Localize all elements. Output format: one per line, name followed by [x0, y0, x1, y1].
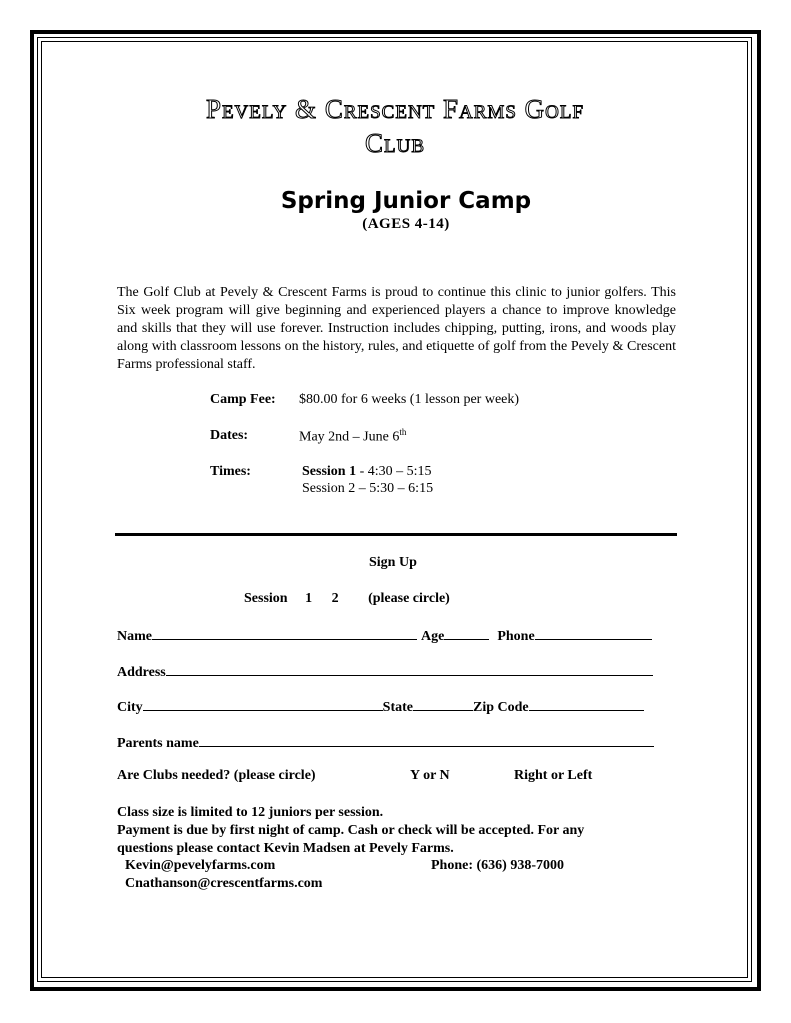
email-kevin[interactable]: Kevin@pevelyfarms.com [125, 858, 276, 873]
city-row [117, 698, 644, 716]
state-label: State [382, 700, 413, 715]
state-field[interactable] [413, 698, 473, 711]
email-crescent[interactable]: Cnathanson@crescentfarms.com [125, 876, 323, 891]
address-field[interactable] [166, 663, 653, 676]
dates-value [299, 427, 406, 446]
phone-field[interactable] [535, 627, 652, 640]
payment-note: Payment is due by first night of camp. Cash or check will be accepted. For any [117, 823, 585, 838]
name-row [117, 627, 652, 645]
session1-time [302, 464, 432, 480]
intro-paragraph: The Golf Club at Pevely & Crescent Farms is proud to continue this clinic to junior golfers. This Six week program will give beginning and experienced players a chance to improve knowledge and skills that they will use forever. Instruction includes chipping, putting, irons, and woods play along with classroom lessons on the history, rules, and etiquette of golf from the Pevely & Crescent Farms professional staff. [117, 285, 676, 372]
session1-name: Session 1 [302, 464, 357, 479]
clubs-question: Are Clubs needed? (please circle) [117, 768, 316, 783]
camp-title: Spring Junior Camp [280, 188, 532, 214]
address-row [117, 663, 653, 681]
address-label: Address [117, 665, 166, 680]
fee-value: $80.00 for 6 weeks (1 lesson per week) [299, 392, 520, 407]
dates-text: May 2nd – June 6 [299, 429, 400, 445]
parents-label: Parents name [117, 736, 199, 751]
ages-range: (AGES 4-14) [362, 216, 450, 232]
class-size-note: Class size is limited to 12 juniors per session. [117, 805, 384, 820]
dates-suffix: th [399, 427, 407, 437]
club-title-line1: Pevely & Crescent Farms Golf [205, 94, 585, 124]
age-label: Age [421, 629, 445, 644]
session-option-1[interactable]: 1 [305, 591, 313, 606]
zip-field[interactable] [529, 698, 644, 711]
session-choice-label: Session [244, 591, 288, 606]
section-divider [115, 533, 677, 536]
clubs-right-left[interactable]: Right or Left [514, 768, 593, 783]
times-label: Times: [210, 464, 251, 479]
contact-phone: Phone: (636) 938-7000 [431, 858, 564, 873]
contact-note: questions please contact Kevin Madsen at Pevely Farms. [117, 841, 454, 856]
city-field[interactable] [143, 698, 383, 711]
club-title-line2: Club [364, 128, 425, 158]
phone-label: Phone [497, 629, 535, 644]
clubs-yes-no[interactable]: Y or N [410, 768, 450, 783]
session-choice-hint: (please circle) [368, 591, 450, 606]
fee-label: Camp Fee: [210, 392, 276, 407]
parents-row [117, 734, 654, 752]
name-field[interactable] [152, 627, 417, 640]
parents-field[interactable] [199, 734, 654, 747]
session2-time: Session 2 – 5:30 – 6:15 [302, 481, 434, 496]
dates-label: Dates: [210, 428, 249, 443]
signup-title: Sign Up [369, 555, 417, 570]
club-title [100, 92, 690, 160]
session-option-2[interactable]: 2 [331, 591, 339, 606]
zip-label: Zip Code [473, 700, 529, 715]
city-label: City [117, 700, 143, 715]
name-label: Name [117, 629, 152, 644]
age-field[interactable] [444, 627, 489, 640]
session1-range: - 4:30 – 5:15 [356, 464, 432, 479]
session-choice [244, 591, 450, 607]
